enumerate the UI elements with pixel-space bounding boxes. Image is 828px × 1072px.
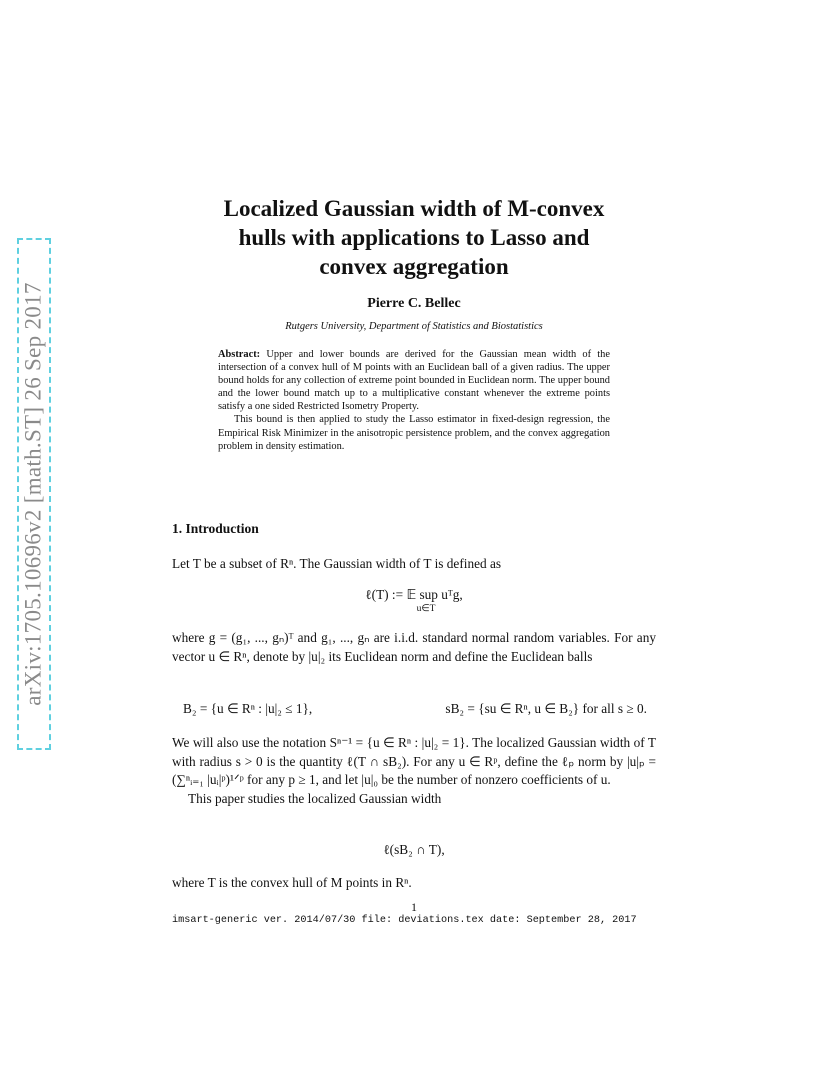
notation-text: We will also use the notation Sⁿ⁻¹ = {u ∈ Rⁿ : |u|₂ = 1}. The localized Gaussian width of T with radius s > 0 is the quantity ℓ(T ∩ sB₂). For any u ∈ Rᵖ, define the ℓₚ norm by |u|ₚ = (∑ⁿᵢ₌₁ |uᵢ|ᵖ)¹ᐟᵖ for any p ≥ 1, and let |u|₀ be the number of nonzero coefficients of u. bbox=[172, 735, 656, 787]
paper-title bbox=[150, 194, 678, 281]
intro-text: Let T be a subset of Rⁿ. The Gaussian width of T is defined as bbox=[172, 556, 502, 571]
equation-gaussian-width-subscript: u∈T bbox=[416, 604, 436, 614]
equation-unit-ball: B₂ = {u ∈ Rⁿ : |u|₂ ≤ 1}, bbox=[183, 701, 313, 716]
abstract bbox=[218, 348, 610, 453]
equation-gaussian-width bbox=[172, 587, 656, 614]
footer-line: imsart-generic ver. 2014/07/30 file: deviations.tex date: September 28, 2017 bbox=[172, 915, 637, 926]
abstract-label: Abstract: bbox=[218, 349, 261, 360]
where-g-text: where g = (g₁, ..., gₙ)ᵀ and g₁, ..., gₙ are i.i.d. standard normal random variables. For any vector u ∈ Rⁿ, denote by |u|₂ its Euclidean norm and define the Euclidean balls bbox=[172, 630, 656, 664]
title-line-3: convex aggregation bbox=[319, 254, 509, 279]
equation-localized-width: ℓ(sB₂ ∩ T), bbox=[383, 842, 445, 857]
intro-paragraph bbox=[172, 555, 656, 574]
page-number: 1 bbox=[411, 900, 417, 914]
abstract-paragraph-1 bbox=[218, 348, 610, 413]
abstract-text-1: Upper and lower bounds are derived for the Gaussian mean width of the intersection of a convex hull of M points with an Euclidean ball of a given radius. The upper bound holds for any collection of extreme point bounded in Euclidean norm. The upper bound and the lower bound match up to a multiplicative constant whenever the extreme points satisfy a one sided Restricted Isometry Property. bbox=[218, 349, 610, 413]
notation-paragraph bbox=[172, 734, 656, 808]
equation-gaussian-width-main: ℓ(T) := 𝔼 sup uᵀg, bbox=[365, 587, 463, 602]
author-affiliation: Rutgers University, Department of Statistics and Biostatistics bbox=[285, 321, 543, 332]
equation-scaled-ball: sB₂ = {su ∈ Rⁿ, u ∈ B₂} for all s ≥ 0. bbox=[445, 701, 647, 716]
where-t-paragraph bbox=[172, 874, 656, 893]
arxiv-watermark-text: arXiv:1705.10696v2 [math.ST] 26 Sep 2017 bbox=[21, 282, 46, 706]
where-g-paragraph bbox=[172, 629, 656, 666]
arxiv-watermark bbox=[17, 238, 51, 750]
studies-text: This paper studies the localized Gaussian width bbox=[188, 790, 442, 806]
title-line-2: hulls with applications to Lasso and bbox=[238, 225, 590, 250]
author-name: Pierre C. Bellec bbox=[367, 296, 461, 311]
abstract-paragraph-2: This bound is then applied to study the Lasso estimator in fixed-design regression, the Empirical Risk Minimizer in the anisotropic persistence problem, and the convex aggregation problem in density estimation. bbox=[218, 414, 610, 452]
section-heading: 1. Introduction bbox=[172, 521, 259, 536]
where-t-text: where T is the convex hull of M points in Rⁿ. bbox=[172, 875, 412, 890]
equation-balls bbox=[183, 701, 647, 717]
title-line-1: Localized Gaussian width of M-convex bbox=[223, 196, 605, 221]
